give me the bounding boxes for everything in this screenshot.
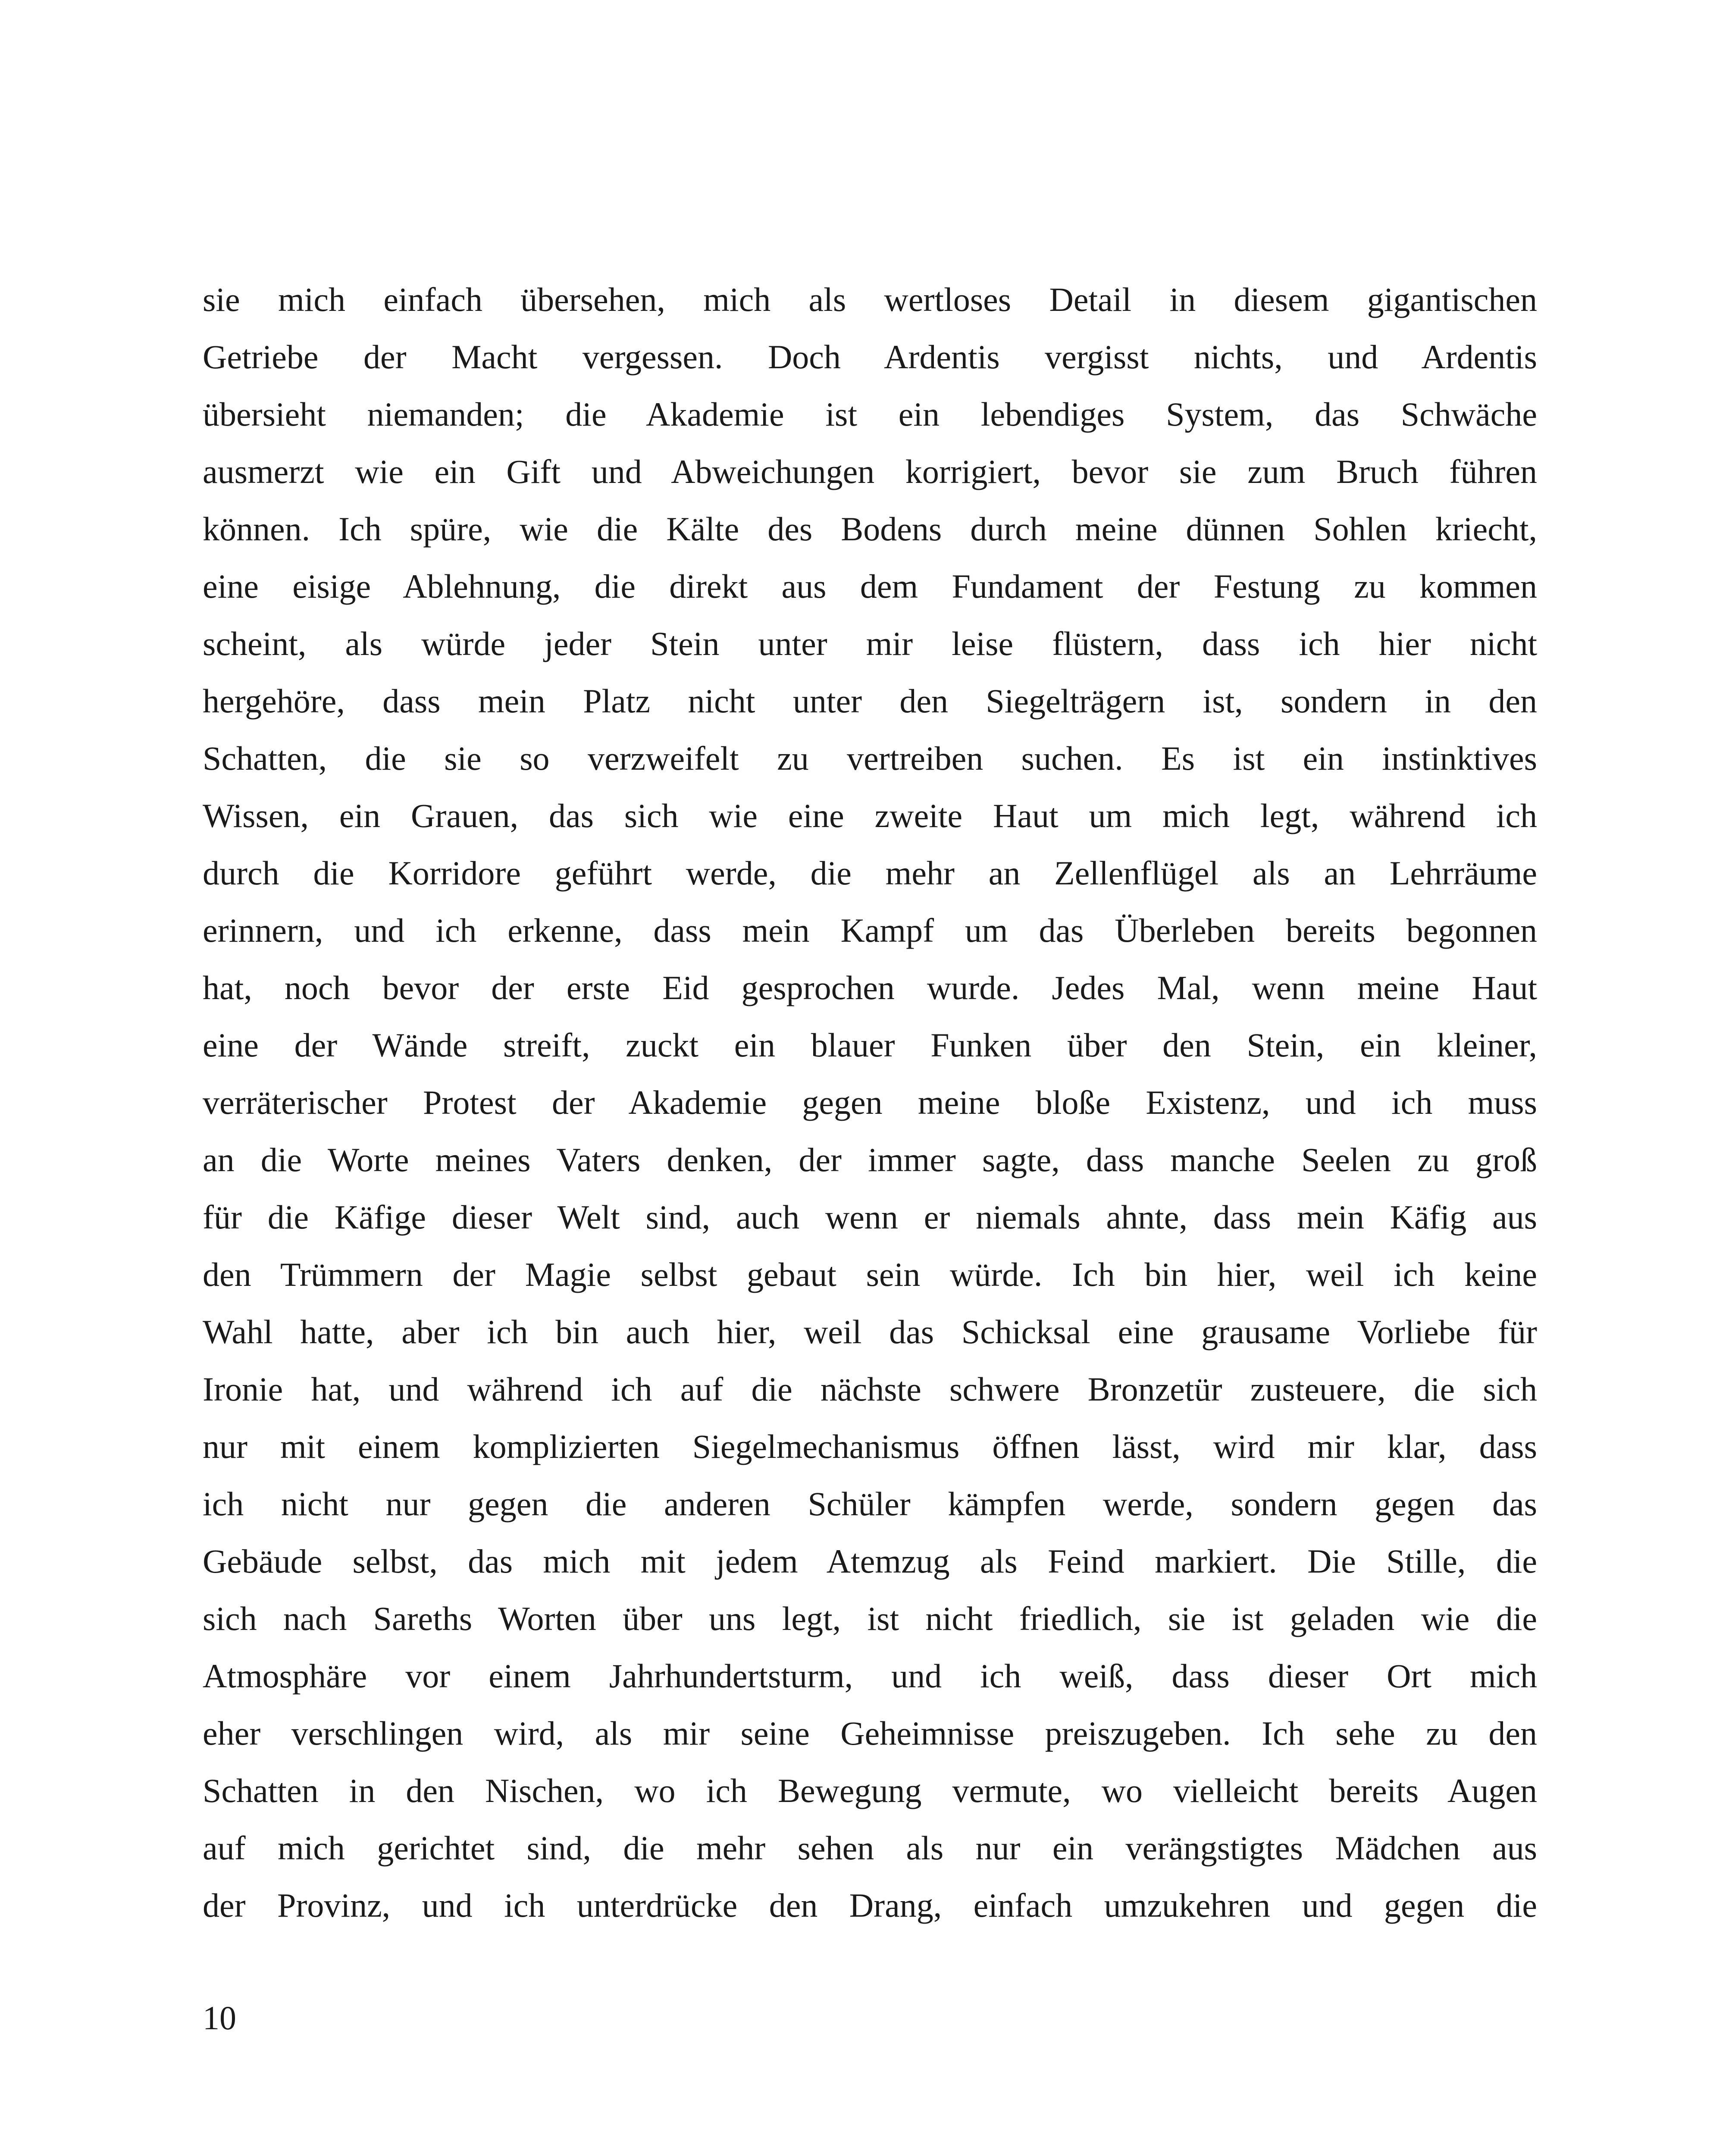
- page-number: 10: [203, 1999, 236, 2037]
- text-line: Ironie hat, und während ich auf die nächste schwere Bronzetür zusteuere, die sich: [203, 1370, 1537, 1408]
- text-line: ausmerzt wie ein Gift und Abweichungen korrigiert, bevor sie zum Bruch führen: [203, 453, 1537, 490]
- text-line: der Provinz, und ich unterdrücke den Drang, einfach umzukehren und gegen die: [203, 1887, 1537, 1924]
- text-line: auf mich gerichtet sind, die mehr sehen als nur ein verängstigtes Mädchen aus: [203, 1829, 1537, 1867]
- text-line: ich nicht nur gegen die anderen Schüler kämpfen werde, sondern gegen das: [203, 1485, 1537, 1523]
- text-line: sich nach Sareths Worten über uns legt, ist nicht friedlich, sie ist geladen wie die: [203, 1600, 1537, 1637]
- text-line: hat, noch bevor der erste Eid gesprochen wurde. Jedes Mal, wenn meine Haut: [203, 969, 1537, 1006]
- text-line: Atmosphäre vor einem Jahrhundertsturm, und ich weiß, dass dieser Ort mich: [203, 1657, 1537, 1695]
- text-line: eher verschlingen wird, als mir seine Geheimnisse preiszugeben. Ich sehe zu den: [203, 1714, 1537, 1752]
- text-line: Schatten, die sie so verzweifelt zu vertreiben suchen. Es ist ein instinktives: [203, 740, 1537, 777]
- text-line: sie mich einfach übersehen, mich als wertloses Detail in diesem gigantischen: [203, 281, 1537, 318]
- text-line: erinnern, und ich erkenne, dass mein Kampf um das Überleben bereits begonnen: [203, 912, 1537, 949]
- text-line: eine eisige Ablehnung, die direkt aus dem Fundament der Festung zu kommen: [203, 567, 1537, 605]
- text-line: hergehöre, dass mein Platz nicht unter den Siegelträgern ist, sondern in den: [203, 682, 1537, 720]
- text-line: durch die Korridore geführt werde, die mehr an Zellenflügel als an Lehrräume: [203, 854, 1537, 892]
- text-line: Gebäude selbst, das mich mit jedem Atemzug als Feind markiert. Die Stille, die: [203, 1542, 1537, 1580]
- text-line: scheint, als würde jeder Stein unter mir leise flüstern, dass ich hier nicht: [203, 625, 1537, 662]
- body-text: [203, 271, 1537, 1934]
- text-line: eine der Wände streift, zuckt ein blauer Funken über den Stein, ein kleiner,: [203, 1026, 1537, 1064]
- text-line: können. Ich spüre, wie die Kälte des Bodens durch meine dünnen Sohlen kriecht,: [203, 510, 1537, 548]
- text-line: übersieht niemanden; die Akademie ist ein lebendiges System, das Schwäche: [203, 395, 1537, 433]
- text-line: Schatten in den Nischen, wo ich Bewegung vermute, wo vielleicht bereits Augen: [203, 1772, 1537, 1809]
- text-line: Wissen, ein Grauen, das sich wie eine zweite Haut um mich legt, während ich: [203, 797, 1537, 834]
- text-line: nur mit einem komplizierten Siegelmechanismus öffnen lässt, wird mir klar, dass: [203, 1428, 1537, 1465]
- text-line: Getriebe der Macht vergessen. Doch Ardentis vergisst nichts, und Ardentis: [203, 338, 1537, 376]
- text-line: verräterischer Protest der Akademie gegen meine bloße Existenz, und ich muss: [203, 1084, 1537, 1121]
- text-line: für die Käfige dieser Welt sind, auch wenn er niemals ahnte, dass mein Käfig aus: [203, 1198, 1537, 1236]
- text-line: an die Worte meines Vaters denken, der immer sagte, dass manche Seelen zu groß: [203, 1141, 1537, 1178]
- text-line: Wahl hatte, aber ich bin auch hier, weil das Schicksal eine grausame Vorliebe für: [203, 1313, 1537, 1351]
- text-line: den Trümmern der Magie selbst gebaut sein würde. Ich bin hier, weil ich keine: [203, 1256, 1537, 1293]
